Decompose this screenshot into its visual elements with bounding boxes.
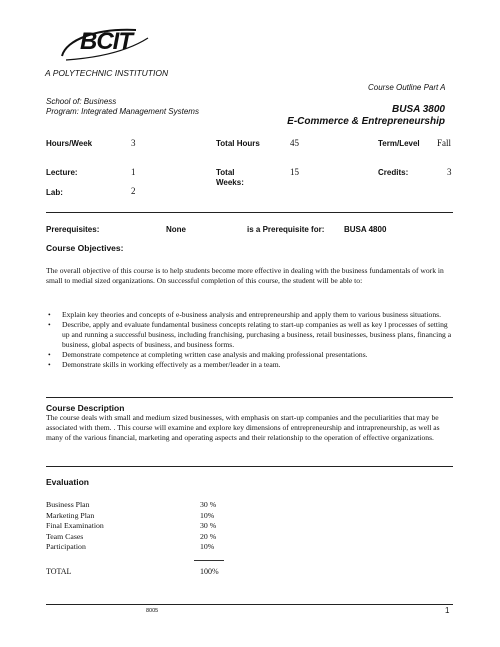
- total-weeks-label-2: Weeks:: [216, 178, 244, 187]
- bcit-logo: [56, 18, 156, 68]
- tagline: A POLYTECHNIC INSTITUTION: [45, 68, 169, 78]
- list-item: • Describe, apply and evaluate fundamental business concepts relating to start-up companies as well as key l processes of setting up and running a successful business, including franchising, purchasing a business, retail businesses, business plans, financing a business, global aspects of business, and business forms.: [48, 320, 453, 350]
- prereq-label: Prerequisites:: [46, 225, 100, 234]
- table-row: [46, 511, 236, 522]
- prereq-value: None: [166, 225, 186, 234]
- page-number: 1: [445, 606, 450, 615]
- hours-week-label: Hours/Week: [46, 139, 93, 148]
- term-label: Term/Level: [378, 139, 420, 148]
- lecture-label: Lecture:: [46, 168, 78, 177]
- logo-text: BCIT: [80, 28, 132, 55]
- eval-item: Team Cases: [46, 531, 84, 541]
- lab-label: Lab:: [46, 188, 63, 197]
- total-value: 100%: [200, 567, 219, 576]
- eval-item: Final Examination: [46, 521, 104, 530]
- course-title: E-Commerce & Entrepreneurship: [287, 116, 445, 127]
- outline-part: Course Outline Part A: [368, 83, 446, 92]
- school: School of: Business: [46, 97, 117, 106]
- description-text: The course deals with small and medium sized businesses, with emphasis on start-up companies and the peculiarities that may be associated with them. . This course will examine and explore key dimensions of entrepreneurship and intrapreneurship, as well as many of the various financial, marketing and operating aspects and their relationship to the operation of effective organizations.: [46, 413, 440, 442]
- footer-code: 8005: [146, 608, 159, 614]
- evaluation-table: [46, 500, 236, 553]
- table-row: [46, 542, 236, 553]
- eval-weight: 10%: [200, 542, 215, 551]
- description-heading: Course Description: [46, 403, 125, 413]
- eval-weight: 30 %: [200, 521, 217, 530]
- eval-item: Business Plan: [46, 500, 90, 509]
- lab-value: 2: [131, 186, 136, 196]
- eval-weight: 10%: [200, 510, 215, 520]
- table-row: [46, 532, 236, 543]
- eval-item: Participation: [46, 542, 86, 551]
- eval-item: Marketing Plan: [46, 510, 95, 520]
- list-item: • Demonstrate competence at completing written case analysis and making professional presentations.: [48, 350, 453, 360]
- credits-value: 3: [447, 167, 452, 177]
- objectives-intro: The overall objective of this course is to help students become more effective in dealing with the business fundamentals of work in small to medial sized organizations. On successful completion of this course, the student will be able to:: [46, 266, 444, 285]
- eval-weight: 30 %: [200, 500, 217, 509]
- total-weeks-value: 15: [290, 167, 299, 177]
- divider: [46, 397, 453, 398]
- divider: [46, 212, 453, 213]
- is-prereq-value: BUSA 4800: [344, 225, 387, 234]
- course-code: BUSA 3800: [392, 104, 445, 115]
- total-weeks-label-1: Total: [216, 168, 235, 177]
- is-prereq-label: is a Prerequisite for:: [247, 225, 325, 234]
- eval-weight: 20 %: [200, 531, 217, 541]
- total-label: TOTAL: [46, 567, 72, 576]
- objectives-heading: Course Objectives:: [46, 243, 124, 253]
- total-hours-value: 45: [290, 138, 299, 148]
- program: Program: Integrated Management Systems: [46, 107, 199, 116]
- divider: [46, 604, 453, 605]
- total-hours-label: Total Hours: [216, 139, 260, 148]
- table-row: [46, 521, 236, 532]
- lecture-value: 1: [131, 167, 136, 177]
- hours-week-value: 3: [131, 138, 136, 148]
- total-underline: [194, 560, 224, 561]
- divider: [46, 466, 453, 467]
- table-row: [46, 500, 236, 511]
- objectives-list: [48, 310, 453, 370]
- credits-label: Credits:: [378, 168, 409, 177]
- evaluation-heading: Evaluation: [46, 477, 89, 487]
- list-item: • Demonstrate skills in working effectively as a member/leader in a team.: [48, 360, 453, 370]
- term-value: Fall: [437, 138, 452, 148]
- list-item: • Explain key theories and concepts of e-business analysis and entrepreneurship and apply them to various business situations.: [48, 310, 453, 320]
